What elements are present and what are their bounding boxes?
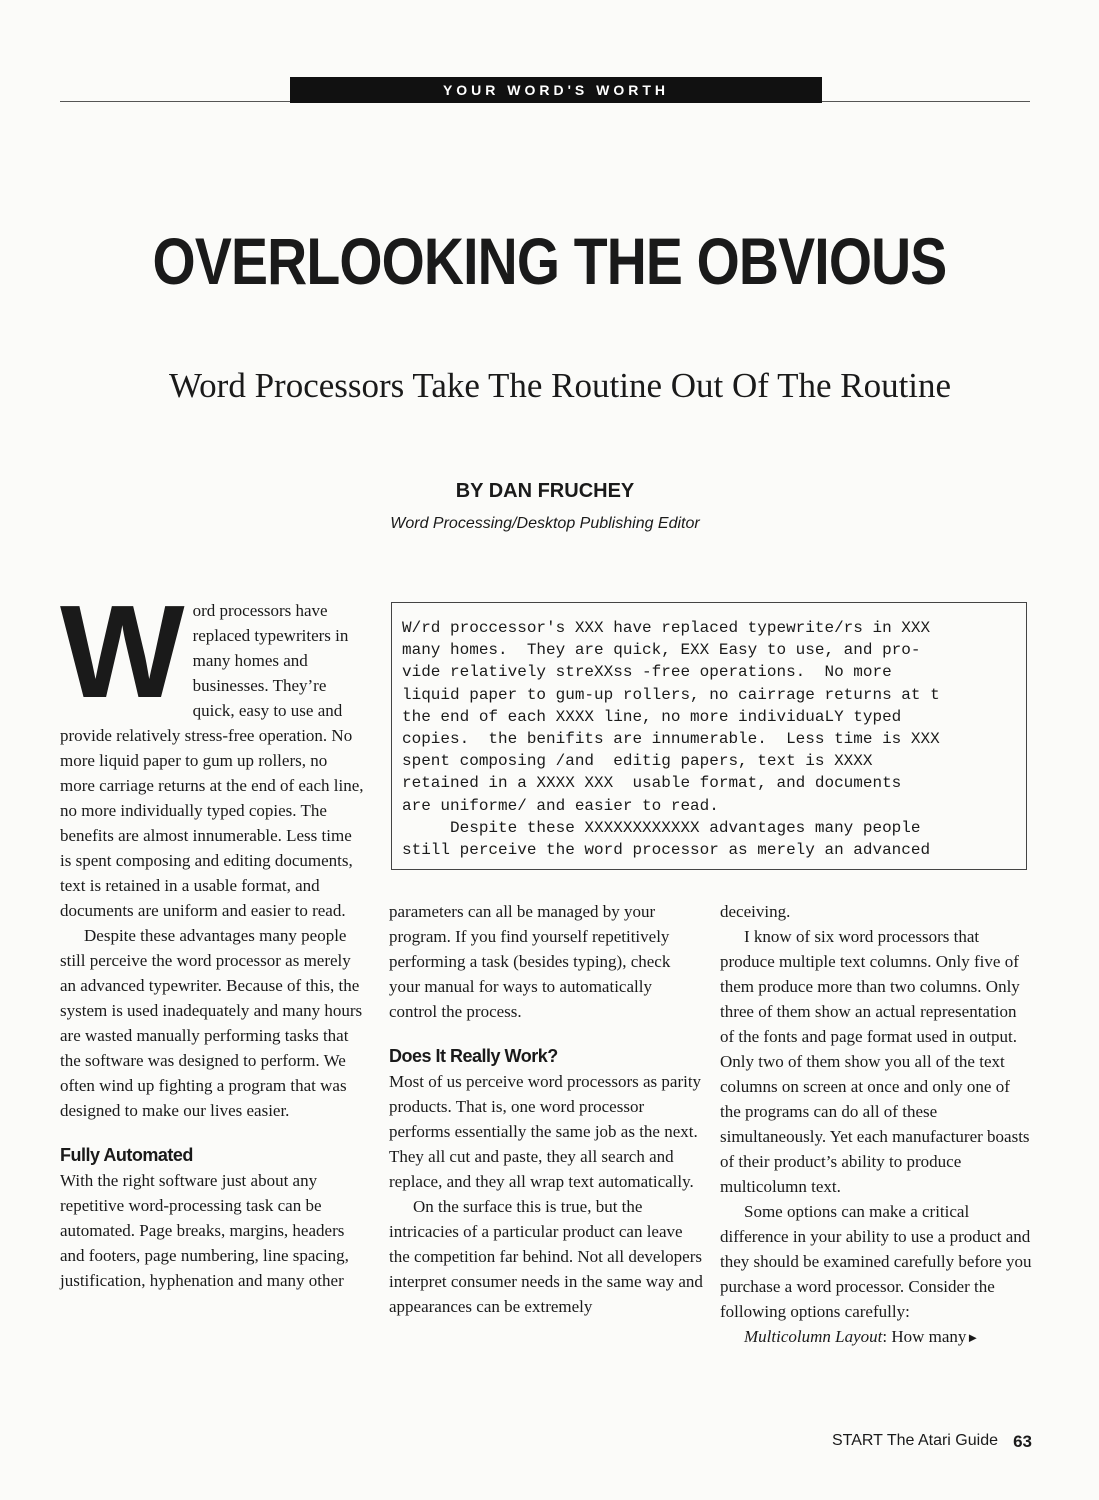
paragraph: Most of us perceive word processors as parity products. That is, one word processor performs essentially the same job as the next. They all cut and paste, they all search and replace, and they all wrap text automatically. — [389, 1072, 702, 1191]
typewriter-line: many homes. They are quick, EXX Easy to use, and pro- — [402, 641, 921, 660]
typewriter-line: retained in a XXXX XXX usable format, and documents — [402, 774, 902, 793]
option-label: Multicolumn Layout — [744, 1327, 883, 1346]
typewriter-line: liquid paper to gum-up rollers, no cairrage returns at t — [402, 685, 940, 704]
typewriter-line: vide relatively streXXss -free operations. No more — [402, 663, 892, 682]
byline: BY DAN FRUCHEY — [455, 480, 635, 502]
header-rule-left — [60, 101, 290, 102]
drop-cap: W — [60, 578, 185, 725]
section-kicker: YOUR WORD'S WORTH — [290, 77, 822, 103]
paragraph: Despite these advantages many people still perceive the word processor as merely an advanced typewriter. Because of this, the system is used inadequately and many hours are wasted manually performing tasks that the software was designed to perform. We often wind up fighting a program that was designed to make our lives easier. — [60, 926, 363, 1120]
option-text: : How many — [882, 1327, 967, 1346]
paragraph — [720, 1324, 1032, 1350]
byline-role: Word Processing/Desktop Publishing Editor — [390, 515, 700, 532]
typewriter-line: spent composing /and editig papers, text is XXXX — [402, 752, 873, 771]
paragraph: parameters can all be managed by your program. If you find yourself repetitively performing a task (besides typing), check your manual for ways to automatically control the process. — [389, 902, 671, 1021]
article-subtitle: Word Processors Take The Routine Out Of The Routine — [168, 366, 952, 405]
typewriter-line: are uniforme/ and easier to read. — [402, 796, 719, 815]
body-column-1 — [60, 578, 366, 1293]
typewriter-line: still perceive the word processor as merely an advanced — [402, 841, 931, 860]
footer-publication: START The Atari Guide — [831, 1432, 998, 1449]
body-column-2 — [389, 899, 703, 1319]
continue-arrow-icon: ► — [966, 1330, 980, 1345]
paragraph: I know of six word processors that produce multiple text columns. Only five of them produce more than two columns. Only three of them show an actual representation of the fonts and page format used in output. Only two of them show you all of the text columns on screen at once and only one of the programs can do all of these simultaneously. Yet each manufacturer boasts of their product’s ability to produce multicolumn text. — [720, 927, 1030, 1196]
body-column-3 — [720, 899, 1032, 1350]
subhead-fully-automated: Fully Automated — [60, 1145, 193, 1165]
typewriter-line: W/rd proccessor's XXX have replaced typewrite/rs in XXX — [402, 619, 931, 637]
paragraph: With the right software just about any repetitive word-processing task can be automated. Page breaks, margins, headers and footers, page numbering, line spacing, justification, hyphenation and many other — [60, 1171, 349, 1290]
page-number: 63 — [1013, 1432, 1032, 1451]
typewriter-line: Despite these XXXXXXXXXXXX advantages many people — [402, 818, 921, 837]
typewriter-sample-box — [391, 602, 1027, 870]
paragraph: Some options can make a critical difference in your ability to use a product and they should be examined carefully before you purchase a word processor. Consider the following options carefully: — [720, 1202, 1032, 1321]
subhead-does-it-really-work: Does It Really Work? — [389, 1046, 558, 1066]
header-rule-right — [822, 101, 1030, 102]
article-title: OVERLOOKING THE OBVIOUS — [152, 224, 947, 298]
typewriter-line: copies. the benifits are innumerable. Less time is XXX — [402, 730, 940, 749]
typewriter-line: the end of each XXXX line, no more individuaLY typed — [402, 707, 902, 726]
paragraph: On the surface this is true, but the intricacies of a particular product can leave the competition far behind. Not all developers interpret consumer needs in the same way and appearances can be extremely — [389, 1197, 703, 1316]
lead-paragraph: ord processors have replaced typewriters in many homes and businesses. They’re quick, easy to use and provide relatively stress-free operation. No more liquid paper to gum up rollers, no more carriage returns at the end of each line, no more individually typed copies. The benefits are almost innumerable. Less time is spent composing and editing documents, text is retained in a usable format, and documents are uniform and easier to read. — [60, 601, 364, 920]
paragraph: deceiving. — [720, 902, 791, 921]
